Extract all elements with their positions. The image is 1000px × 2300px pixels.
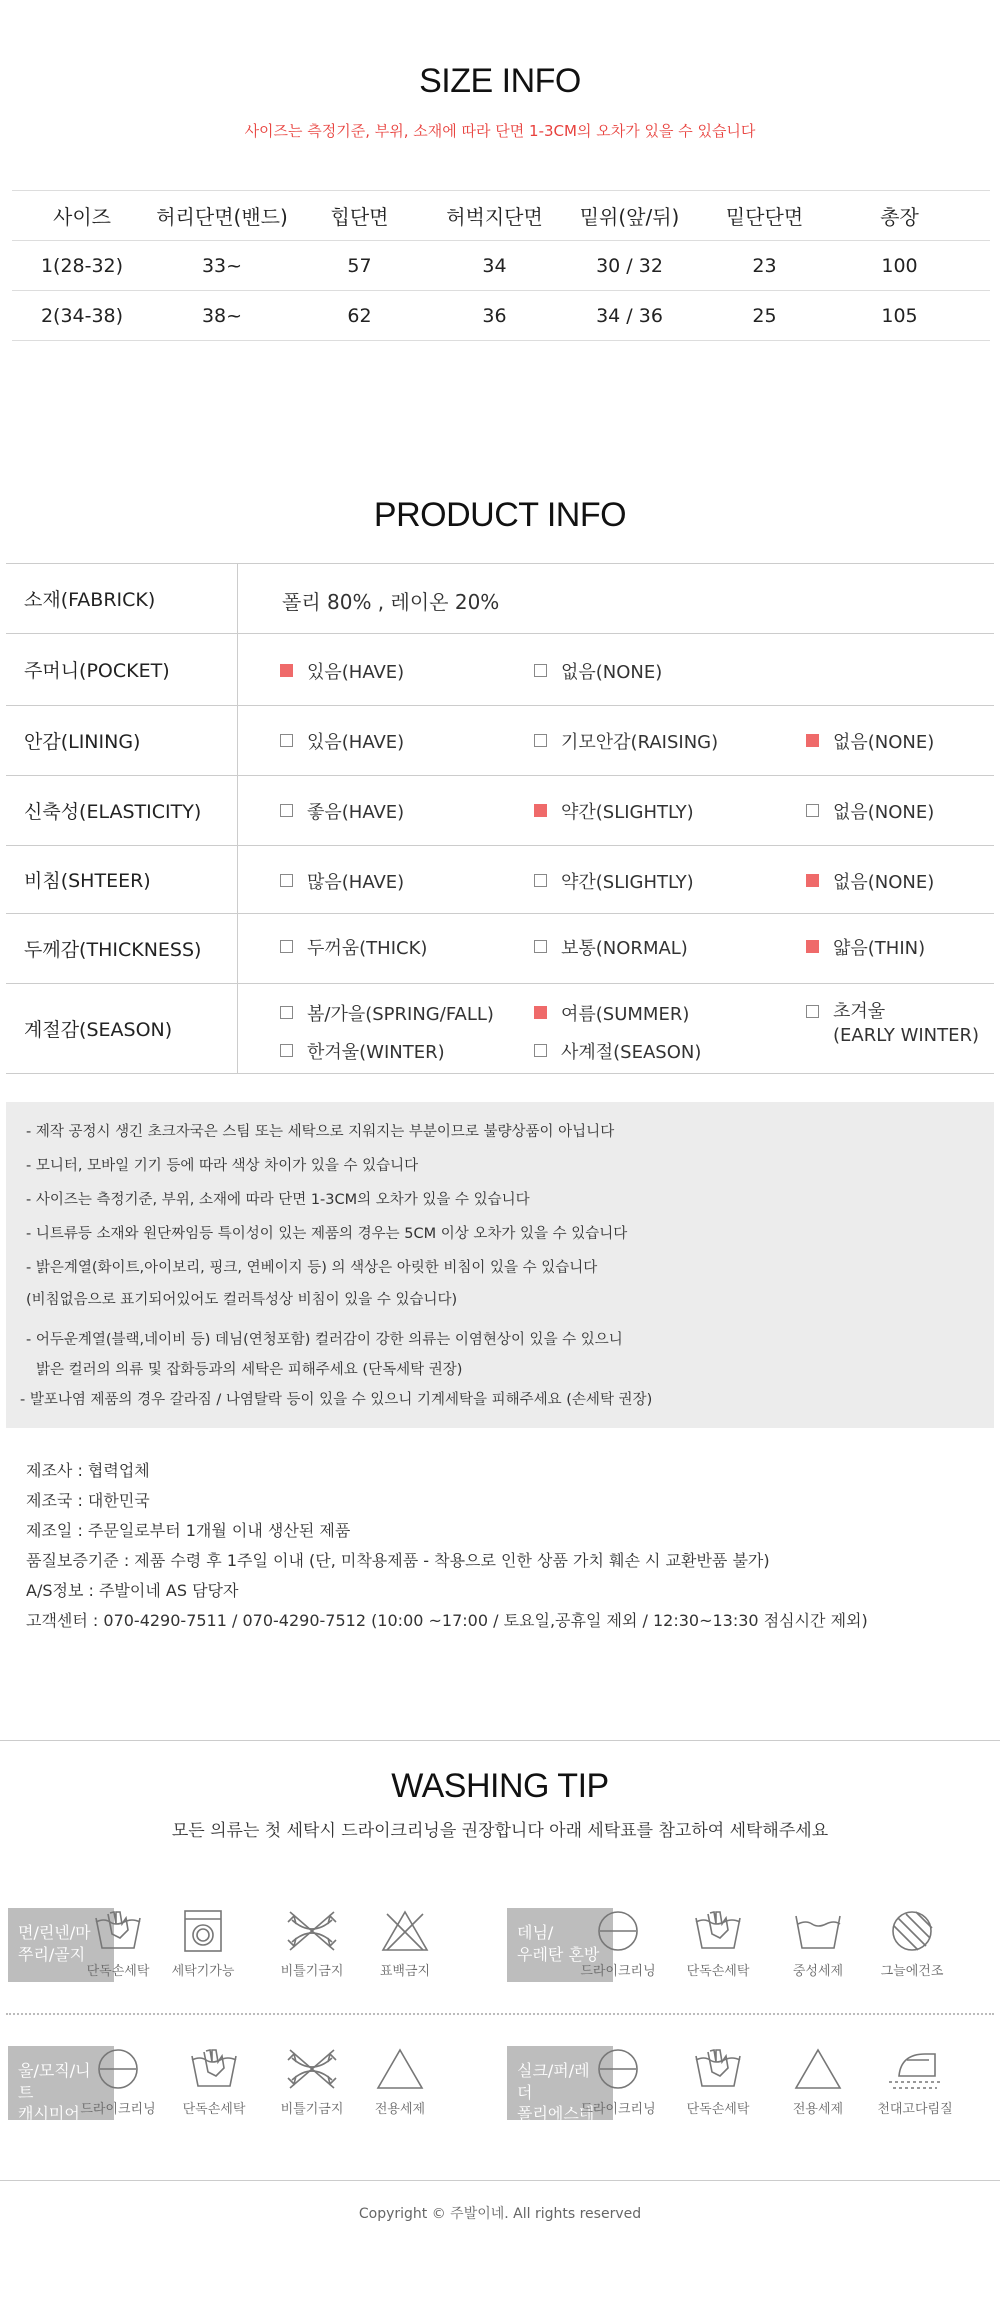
checkbox-icon — [534, 940, 547, 953]
option-checkbox: 없음(NONE) — [806, 798, 934, 824]
wash-symbol — [773, 2046, 863, 2117]
option-checkbox: 여름(SUMMER) — [534, 1000, 689, 1026]
wash-symbol — [169, 2046, 259, 2117]
option-checkbox: 봄/가을(SPRING/FALL) — [280, 1000, 494, 1026]
wash-symbol-label: 표백금지 — [379, 1964, 431, 1979]
size-header-cell: 밑위(앞/뒤) — [562, 191, 697, 241]
product-info-title: PRODUCT INFO — [373, 496, 627, 534]
hand-wash-icon — [673, 1908, 763, 1954]
option-checkbox: 있음(HAVE) — [280, 658, 404, 684]
wash-symbol — [355, 2046, 445, 2117]
thickness-row — [6, 914, 994, 984]
wash-symbol-label: 전용세제 — [792, 2102, 844, 2117]
iron-cloth-icon — [870, 2046, 960, 2092]
notice-line: 밝은 컬러의 의류 및 잡화등과의 세탁은 피해주세요 (단독세탁 권장) — [36, 1362, 463, 1378]
size-cell: 25 — [697, 291, 832, 341]
wash-symbol — [573, 1908, 663, 1979]
size-cell: 38~ — [152, 291, 292, 341]
size-cell: 62 — [292, 291, 427, 341]
notice-line: (비침없음으로 표기되어있어도 컬러특성상 비침이 있을 수 있습니다) — [26, 1292, 458, 1308]
wash-symbol-label: 단독손세탁 — [686, 2102, 750, 2117]
pocket-row — [6, 634, 994, 706]
detergent-triangle-icon — [355, 2046, 445, 2092]
wash-symbol-label: 드라이크리닝 — [80, 2102, 156, 2117]
shade-dry-icon — [867, 1908, 957, 1954]
notice-line: - 밝은계열(화이트,아이보리, 핑크, 연베이지 등) 의 색상은 아릿한 비침이 있을 수 있습니다 — [26, 1260, 598, 1276]
checkbox-icon — [534, 804, 547, 817]
checkbox-icon — [280, 734, 293, 747]
notice-line: - 사이즈는 측정기준, 부위, 소재에 따라 단면 1-3CM의 오차가 있을 수 있습니다 — [26, 1192, 530, 1208]
checkbox-icon — [806, 1005, 819, 1018]
washing-tip-title: WASHING TIP — [391, 1767, 609, 1805]
wash-symbol-label: 전용세제 — [374, 2102, 426, 2117]
season-row — [6, 984, 994, 1074]
maker-line: 제조일 : 주문일로부터 1개월 이내 생산된 제품 — [26, 1521, 351, 1540]
size-cell: 36 — [427, 291, 562, 341]
row-label: 주머니(POCKET) — [6, 634, 238, 705]
wash-symbol — [867, 1908, 957, 1979]
elasticity-row — [6, 776, 994, 846]
size-cell: 100 — [832, 241, 967, 291]
checkbox-icon — [806, 804, 819, 817]
checkbox-icon — [806, 874, 819, 887]
checkbox-icon — [280, 940, 293, 953]
hand-wash-icon — [169, 2046, 259, 2092]
notice-line: - 발포나염 제품의 경우 갈라짐 / 나염탈락 등이 있을 수 있으니 기계세탁을 피해주세요 (손세탁 권장) — [20, 1392, 653, 1408]
checkbox-icon — [534, 1044, 547, 1057]
table-row — [12, 241, 990, 291]
maker-line: 제조사 : 협력업체 — [26, 1461, 150, 1480]
wash-symbol — [267, 1908, 357, 1979]
size-cell: 2(34-38) — [12, 291, 152, 341]
option-checkbox: 얇음(THIN) — [806, 934, 925, 960]
divider — [0, 2180, 1000, 2181]
size-cell: 30 / 32 — [562, 241, 697, 291]
notice-line: - 모니터, 모바일 기기 등에 따라 색상 차이가 있을 수 있습니다 — [26, 1158, 419, 1174]
customer-center: 고객센터 : 070-4290-7511 / 070-4290-7512 (10:00 ~17:00 / 토요일,공휴일 제외 / 12:30~13:30 점심시간 제외) — [26, 1611, 868, 1630]
size-header-cell: 밑단단면 — [697, 191, 832, 241]
no-bleach-icon — [360, 1908, 450, 1954]
product-info-table — [6, 563, 994, 1074]
wash-symbol-label: 비틀기금지 — [280, 2102, 344, 2117]
size-header-cell: 허리단면(밴드) — [152, 191, 292, 241]
wash-symbol — [773, 1908, 863, 1979]
checkbox-icon — [806, 734, 819, 747]
wash-symbol — [73, 2046, 163, 2117]
wash-category: 울/모직/니트 캐시미어 — [8, 2046, 114, 2120]
checkbox-icon — [280, 1044, 293, 1057]
hand-wash-icon — [673, 2046, 763, 2092]
maker-line: 품질보증기준 : 제품 수령 후 1주일 이내 (단, 미착용제품 - 착용으로 인한 상품 가치 훼손 시 교환반품 불가) — [26, 1551, 770, 1570]
option-checkbox: 있음(HAVE) — [280, 728, 404, 754]
size-cell: 105 — [832, 291, 967, 341]
wash-symbol-label: 중성세제 — [792, 1964, 844, 1979]
size-header-cell: 총장 — [832, 191, 967, 241]
size-cell: 1(28-32) — [12, 241, 152, 291]
wash-symbol-label: 천대고다림질 — [877, 2102, 953, 2117]
fabric-row — [6, 564, 994, 634]
option-checkbox: 없음(NONE) — [806, 868, 934, 894]
option-checkbox: 없음(NONE) — [534, 658, 662, 684]
option-checkbox: 약간(SLIGHTLY) — [534, 798, 694, 824]
checkbox-icon — [280, 874, 293, 887]
row-label: 신축성(ELASTICITY) — [6, 776, 238, 845]
wash-category: 실크/퍼/레더 폴리에스테르 — [507, 2046, 613, 2120]
option-checkbox: 없음(NONE) — [806, 728, 934, 754]
detergent-triangle-icon — [773, 2046, 863, 2092]
checkbox-icon — [534, 1006, 547, 1019]
row-label: 소재(FABRICK) — [6, 564, 238, 633]
checkbox-icon — [280, 664, 293, 677]
row-label: 두께감(THICKNESS) — [6, 914, 238, 983]
size-header-cell: 허벅지단면 — [427, 191, 562, 241]
lining-row — [6, 706, 994, 776]
maker-line: 제조국 : 대한민국 — [26, 1491, 150, 1510]
neutral-detergent-icon — [773, 1908, 863, 1954]
wash-symbol — [360, 1908, 450, 1979]
wash-symbol — [673, 2046, 763, 2117]
checkbox-icon — [280, 804, 293, 817]
wash-symbol — [573, 2046, 663, 2117]
option-checkbox: 좋음(HAVE) — [280, 798, 404, 824]
notice-box — [6, 1102, 994, 1428]
no-twist-icon — [267, 1908, 357, 1954]
option-checkbox: 기모안감(RAISING) — [534, 728, 718, 754]
size-header-cell: 힙단면 — [292, 191, 427, 241]
checkbox-icon — [280, 1006, 293, 1019]
washing-machine-icon — [158, 1908, 248, 1954]
size-cell: 34 / 36 — [562, 291, 697, 341]
row-label: 계절감(SEASON) — [6, 984, 238, 1073]
wash-symbol — [870, 2046, 960, 2117]
table-row — [12, 291, 990, 341]
copyright: Copyright © 주발이네. All rights reserved — [358, 2206, 642, 2222]
hand-wash-icon — [73, 1908, 163, 1954]
fabric-value: 폴리 80% , 레이온 20% — [282, 589, 500, 614]
wash-symbol — [158, 1908, 248, 1979]
size-table — [12, 190, 990, 341]
wash-symbol-label: 비틀기금지 — [280, 1964, 344, 1979]
wash-symbol-label: 단독손세탁 — [686, 1964, 750, 1979]
row-label: 비침(SHTEER) — [6, 846, 238, 913]
size-info-subtitle: 사이즈는 측정기준, 부위, 소재에 따라 단면 1-3CM의 오차가 있을 수 있습니다 — [244, 122, 756, 140]
wash-category: 데님/ 우레탄 혼방 — [507, 1908, 613, 1982]
option-checkbox: 약간(SLIGHTLY) — [534, 868, 694, 894]
wash-symbol — [73, 1908, 163, 1979]
wash-symbol-label: 드라이크리닝 — [580, 1964, 656, 1979]
maker-line: A/S정보 : 주발이네 AS 담당자 — [26, 1581, 239, 1600]
option-checkbox: 두꺼움(THICK) — [280, 934, 427, 960]
wash-symbol — [673, 1908, 763, 1979]
option-checkbox: 초겨울 (EARLY WINTER) — [806, 1000, 979, 1048]
wash-symbol-label: 드라이크리닝 — [580, 2102, 656, 2117]
dry-clean-icon — [573, 1908, 663, 1954]
notice-line: - 어두운계열(블랙,네이비 등) 데님(연청포함) 컬러감이 강한 의류는 이염현상이 있을 수 있으니 — [26, 1332, 623, 1348]
notice-line: - 제작 공정시 생긴 초크자국은 스팀 또는 세탁으로 지워지는 부분이므로 불량상품이 아닙니다 — [26, 1124, 615, 1140]
size-cell: 33~ — [152, 241, 292, 291]
size-table-header — [12, 191, 990, 241]
option-checkbox: 사계절(SEASON) — [534, 1038, 701, 1064]
sheer-row — [6, 846, 994, 914]
size-header-cell: 사이즈 — [12, 191, 152, 241]
size-cell: 23 — [697, 241, 832, 291]
washing-tip-subtitle: 모든 의류는 첫 세탁시 드라이크리닝을 권장합니다 아래 세탁표를 참고하여 세탁해주세요 — [171, 1821, 829, 1841]
checkbox-icon — [534, 664, 547, 677]
dotted-divider — [6, 2013, 994, 2015]
row-label: 안감(LINING) — [6, 706, 238, 775]
size-info-title: SIZE INFO — [419, 62, 581, 100]
wash-symbol-label: 단독손세탁 — [182, 2102, 246, 2117]
wash-symbol-label: 세탁기가능 — [171, 1964, 235, 1979]
no-twist-icon — [267, 2046, 357, 2092]
option-checkbox: 많음(HAVE) — [280, 868, 404, 894]
checkbox-icon — [534, 874, 547, 887]
wash-symbol-label: 단독손세탁 — [86, 1964, 150, 1979]
checkbox-icon — [806, 940, 819, 953]
wash-symbol — [267, 2046, 357, 2117]
notice-line: - 니트류등 소재와 원단짜임등 특이성이 있는 제품의 경우는 5CM 이상 오차가 있을 수 있습니다 — [26, 1226, 628, 1242]
divider — [0, 1740, 1000, 1741]
size-cell: 57 — [292, 241, 427, 291]
size-cell: 34 — [427, 241, 562, 291]
option-checkbox: 보통(NORMAL) — [534, 934, 688, 960]
dry-clean-icon — [73, 2046, 163, 2092]
dry-clean-icon — [573, 2046, 663, 2092]
option-checkbox: 한겨울(WINTER) — [280, 1038, 445, 1064]
wash-category: 면/린넨/마 쭈리/골지 — [8, 1908, 114, 1982]
checkbox-icon — [534, 734, 547, 747]
wash-symbol-label: 그늘에건조 — [880, 1964, 944, 1979]
